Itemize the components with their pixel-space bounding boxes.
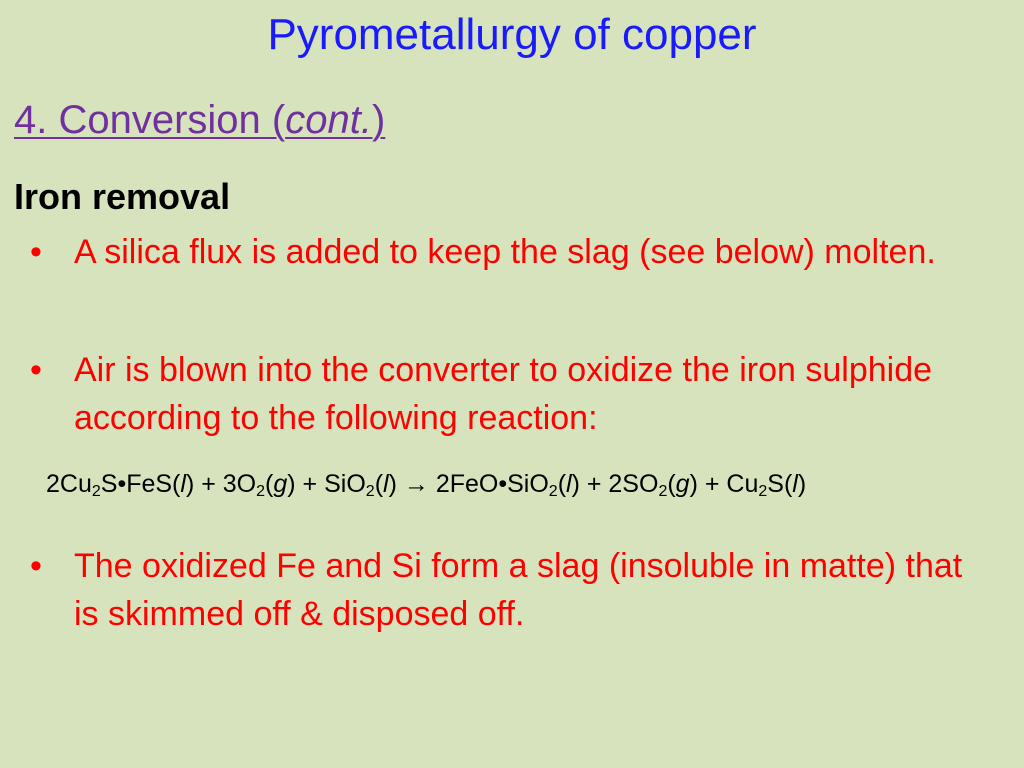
eq-plus: +	[194, 470, 223, 498]
eq-term: (	[557, 470, 567, 498]
subheading-close: )	[371, 98, 386, 142]
subheading	[14, 98, 385, 143]
bullet-item	[30, 542, 990, 638]
eq-term: )	[287, 470, 296, 498]
bullet-text: Air is blown into the converter to oxidize the iron sulphide according to the following reaction:	[74, 351, 933, 437]
eq-term: (	[265, 470, 274, 498]
bullet-text: The oxidized Fe and Si form a slag (insoluble in matte) that is skimmed off & disposed off.	[74, 547, 963, 633]
eq-state: l	[180, 470, 186, 498]
eq-term: )	[689, 470, 698, 498]
bullet-item	[30, 228, 990, 276]
eq-term: Cu	[726, 470, 759, 498]
eq-term: 2Cu	[46, 470, 92, 498]
eq-plus: +	[295, 470, 325, 498]
eq-term: SiO	[324, 470, 366, 498]
eq-state: g	[675, 470, 690, 498]
eq-state: l	[383, 470, 389, 498]
chemical-equation	[46, 470, 806, 499]
eq-term: (	[667, 470, 676, 498]
eq-state: l	[792, 470, 798, 498]
bullet-text: A silica flux is added to keep the slag (see below) molten.	[74, 233, 936, 271]
eq-subscript: 2	[365, 483, 375, 500]
bullet-dot: •	[30, 233, 42, 271]
eq-state: g	[273, 470, 288, 498]
eq-term: )	[797, 470, 807, 498]
eq-term: (	[374, 470, 384, 498]
subheading-italic: cont.	[285, 98, 372, 142]
eq-state: l	[566, 470, 572, 498]
eq-term: )	[571, 470, 580, 498]
eq-term: 2SO	[608, 470, 659, 498]
eq-plus: +	[697, 470, 727, 498]
eq-term: 3O	[222, 470, 257, 498]
eq-term: S(	[767, 470, 793, 498]
eq-subscript: 2	[548, 483, 558, 500]
eq-subscript: 2	[658, 483, 668, 500]
eq-term: )	[388, 470, 397, 498]
eq-plus: +	[579, 470, 609, 498]
eq-subscript: 2	[91, 483, 101, 500]
bullet-item	[30, 346, 990, 442]
eq-subscript: 2	[758, 483, 768, 500]
bullet-dot: •	[30, 547, 42, 585]
eq-term: S•FeS(	[100, 470, 181, 498]
section-title: Iron removal	[14, 176, 231, 217]
slide-title: Pyrometallurgy of copper	[267, 10, 757, 59]
subheading-text: 4. Conversion (	[14, 98, 286, 142]
eq-term: 2FeO•SiO	[435, 470, 549, 498]
eq-term: )	[185, 470, 195, 498]
bullet-dot: •	[30, 351, 42, 389]
eq-subscript: 2	[256, 483, 266, 500]
eq-arrow: →	[396, 470, 436, 498]
